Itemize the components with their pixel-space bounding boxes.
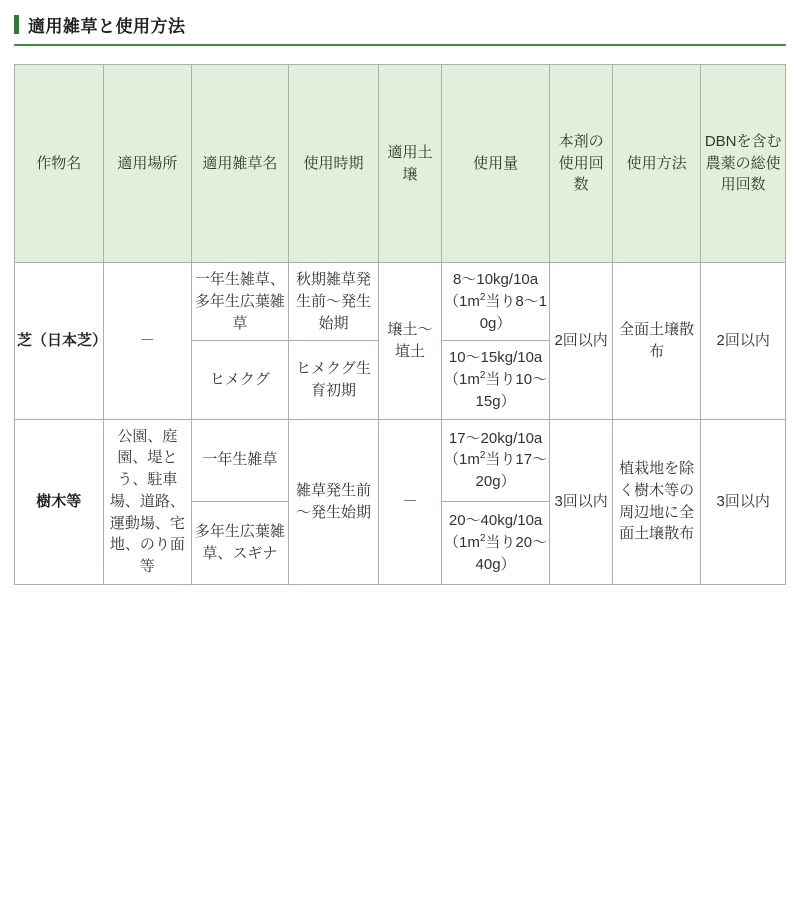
cell-timing: 雑草発生前～発生始期: [288, 419, 379, 584]
cell-total-applications: 3回以内: [701, 419, 786, 584]
dose-sub: [444, 451, 547, 490]
page-title: 適用雑草と使用方法: [28, 17, 186, 36]
cell-method: 全面土壌散布: [612, 263, 701, 420]
table-row: [15, 419, 786, 502]
dose-sub-suffix: 当り20～40g）: [475, 534, 548, 573]
cell-method: 植栽地を除く樹木等の周辺地に全面土壌散布: [612, 419, 701, 584]
column-header-soil: 適用土壌: [379, 65, 441, 263]
cell-crop-name: 樹木等: [15, 419, 104, 584]
cell-timing: 秋期雑草発生前～発生始期: [288, 263, 379, 341]
usage-table: [14, 64, 786, 585]
column-header-crop: 作物名: [15, 65, 104, 263]
cell-total-applications: 2回以内: [701, 263, 786, 420]
cell-dose: [441, 419, 550, 502]
column-header-applications: 本剤の使用回数: [550, 65, 612, 263]
dose-sub-prefix: （1m: [444, 451, 480, 469]
cell-weed: ヒメクグ: [192, 341, 289, 419]
column-header-weed: 適用雑草名: [192, 65, 289, 263]
dose-sub-superscript: 2: [479, 533, 486, 545]
dose-sub-superscript: 2: [479, 291, 486, 303]
section-heading: [14, 12, 786, 46]
dose-sub-suffix: 当り8～10g）: [479, 292, 548, 332]
cell-weed: 一年生雑草: [192, 419, 289, 502]
dose-sub-suffix: 当り17～20g）: [475, 451, 548, 491]
table-header: [15, 65, 786, 263]
column-header-method: 使用方法: [612, 65, 701, 263]
dose-sub-superscript: 2: [479, 370, 486, 381]
cell-weed: 一年生雑草、多年生広葉雑草: [192, 263, 289, 341]
column-header-place: 適用場所: [103, 65, 192, 263]
dose-sub-suffix: 当り10～15g）: [475, 371, 548, 410]
dose-main: 20～40kg/10a: [448, 512, 543, 530]
dose-sub: [444, 293, 547, 332]
cell-soil: 壌土～埴土: [379, 263, 441, 420]
dose-sub: [444, 371, 547, 410]
cell-timing: ヒメクグ生育初期: [288, 341, 379, 419]
usage-table-wrapper: [14, 64, 786, 585]
cell-soil: －: [379, 419, 441, 584]
table-row: [15, 263, 786, 341]
dose-sub-prefix: （1m: [444, 534, 480, 552]
dose-main: 8～10kg/10a: [453, 271, 539, 288]
cell-dose: [441, 502, 550, 585]
column-header-timing: 使用時期: [288, 65, 379, 263]
dose-sub-superscript: 2: [479, 450, 486, 462]
dose-sub: [444, 534, 547, 573]
cell-dose: [441, 341, 550, 419]
dose-sub-prefix: （1m: [444, 371, 480, 388]
cell-applications: 3回以内: [550, 419, 612, 584]
cell-crop-name: 芝（日本芝）: [15, 263, 104, 420]
table-header-row: [15, 65, 786, 263]
cell-dose: [441, 263, 550, 341]
cell-place: 公園、庭園、堤とう、駐車場、道路、運動場、宅地、のり面等: [103, 419, 192, 584]
column-header-total-applications: DBNを含む農薬の総使用回数: [701, 65, 786, 263]
cell-applications: 2回以内: [550, 263, 612, 420]
dose-sub-prefix: （1m: [444, 292, 480, 310]
cell-weed: 多年生広葉雑草、スギナ: [192, 502, 289, 585]
heading-accent-bar: [14, 15, 19, 34]
cell-place: －: [103, 263, 192, 420]
dose-main: 10～15kg/10a: [448, 349, 543, 367]
page-root: [0, 12, 800, 899]
column-header-dose: 使用量: [441, 65, 550, 263]
table-body: [15, 263, 786, 585]
dose-main: 17～20kg/10a: [448, 429, 543, 447]
